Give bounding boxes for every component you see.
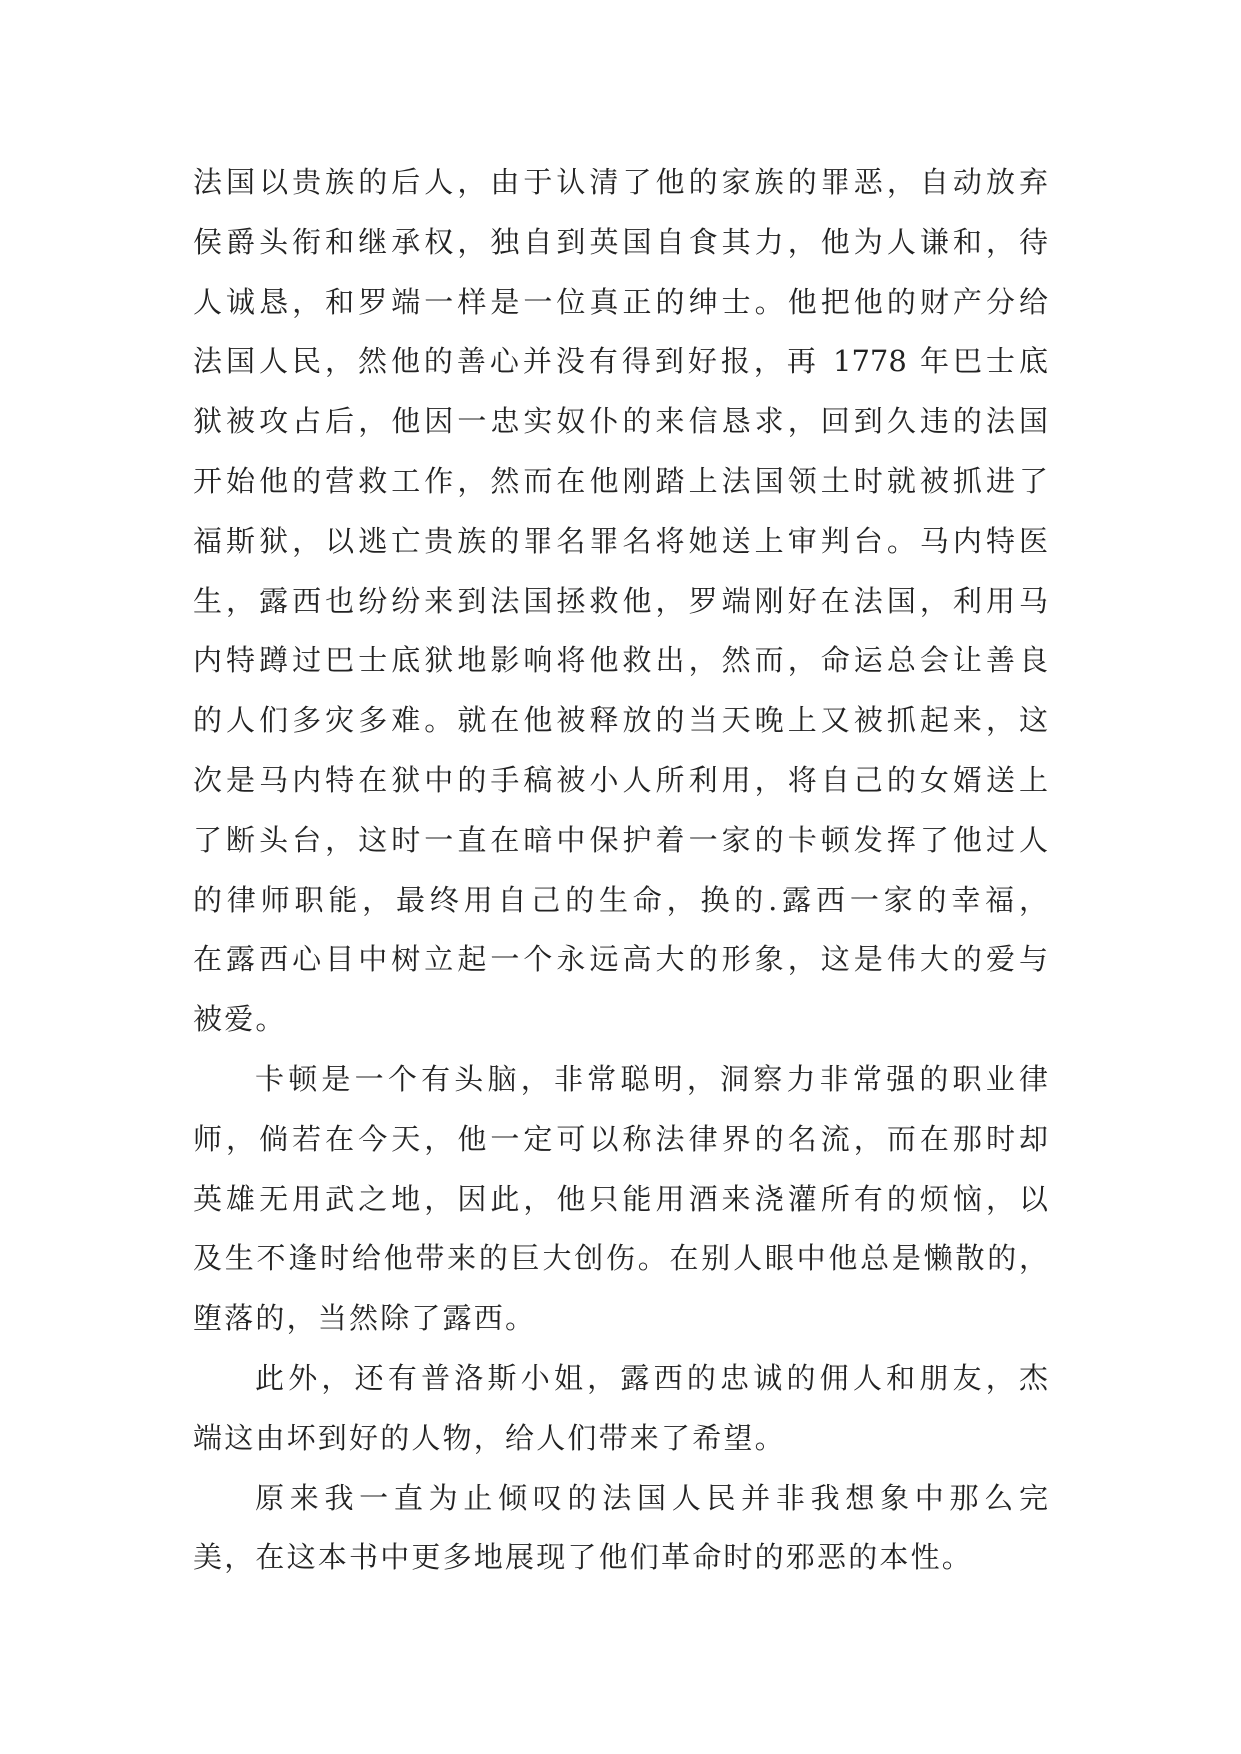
text-line: 美，在这本书中更多地展现了他们革命时的邪恶的本性。 <box>193 1540 974 1575</box>
document-body <box>193 153 1048 1588</box>
text-line: 内特蹲过巴士底狱地影响将他救出，然而，命运总会让善良 <box>193 643 1048 678</box>
text-line: 的人们多灾多难。就在他被释放的当天晚上又被抓起来，这 <box>193 703 1048 738</box>
text-line: 英雄无用武之地，因此，他只能用酒来浇灌所有的烦恼，以 <box>193 1181 1048 1216</box>
text-line: 狱被攻占后，他因一忠实奴仆的来信恳求，回到久违的法国 <box>193 404 1048 439</box>
text-line: 福斯狱，以逃亡贵族的罪名罪名将她送上审判台。马内特医 <box>193 523 1048 558</box>
paragraph-first-line: 卡顿是一个有头脑，非常聪明，洞察力非常强的职业律 <box>255 1061 1048 1096</box>
text-line: 的律师职能，最终用自己的生命，换的.露西一家的幸福， <box>193 882 1048 917</box>
text-line: 侯爵头衔和继承权，独自到英国自食其力，他为人谦和，待 <box>193 224 1048 259</box>
text-line: 师，倘若在今天，他一定可以称法律界的名流，而在那时却 <box>193 1121 1048 1156</box>
text-line: 次是马内特在狱中的手稿被小人所利用，将自己的女婿送上 <box>193 762 1048 797</box>
paragraph-first-line: 此外，还有普洛斯小姐，露西的忠诚的佣人和朋友，杰 <box>255 1360 1048 1395</box>
text-line: 开始他的营救工作，然而在他刚踏上法国领土时就被抓进了 <box>193 463 1048 498</box>
text-line: 法国人民，然他的善心并没有得到好报，再 1778 年巴士底 <box>193 344 1048 379</box>
text-line: 在露西心目中树立起一个永远高大的形象，这是伟大的爱与 <box>193 942 1048 977</box>
text-line: 堕落的，当然除了露西。 <box>193 1301 537 1336</box>
text-line: 了断头台，这时一直在暗中保护着一家的卡顿发挥了他过人 <box>193 822 1048 857</box>
text-line: 生，露西也纷纷来到法国拯救他，罗端刚好在法国，利用马 <box>193 583 1048 618</box>
text-line: 法国以贵族的后人，由于认清了他的家族的罪恶，自动放弃 <box>193 165 1048 199</box>
text-line: 及生不逢时给他带来的巨大创伤。在别人眼中他总是懒散的， <box>193 1241 1048 1276</box>
paragraph-first-line: 原来我一直为止倾叹的法国人民并非我想象中那么完 <box>255 1480 1048 1515</box>
text-line: 被爱。 <box>193 1002 287 1037</box>
text-line: 人诚恳，和罗端一样是一位真正的绅士。他把他的财产分给 <box>193 284 1048 319</box>
text-line: 端这由坏到好的人物，给人们带来了希望。 <box>193 1420 786 1455</box>
